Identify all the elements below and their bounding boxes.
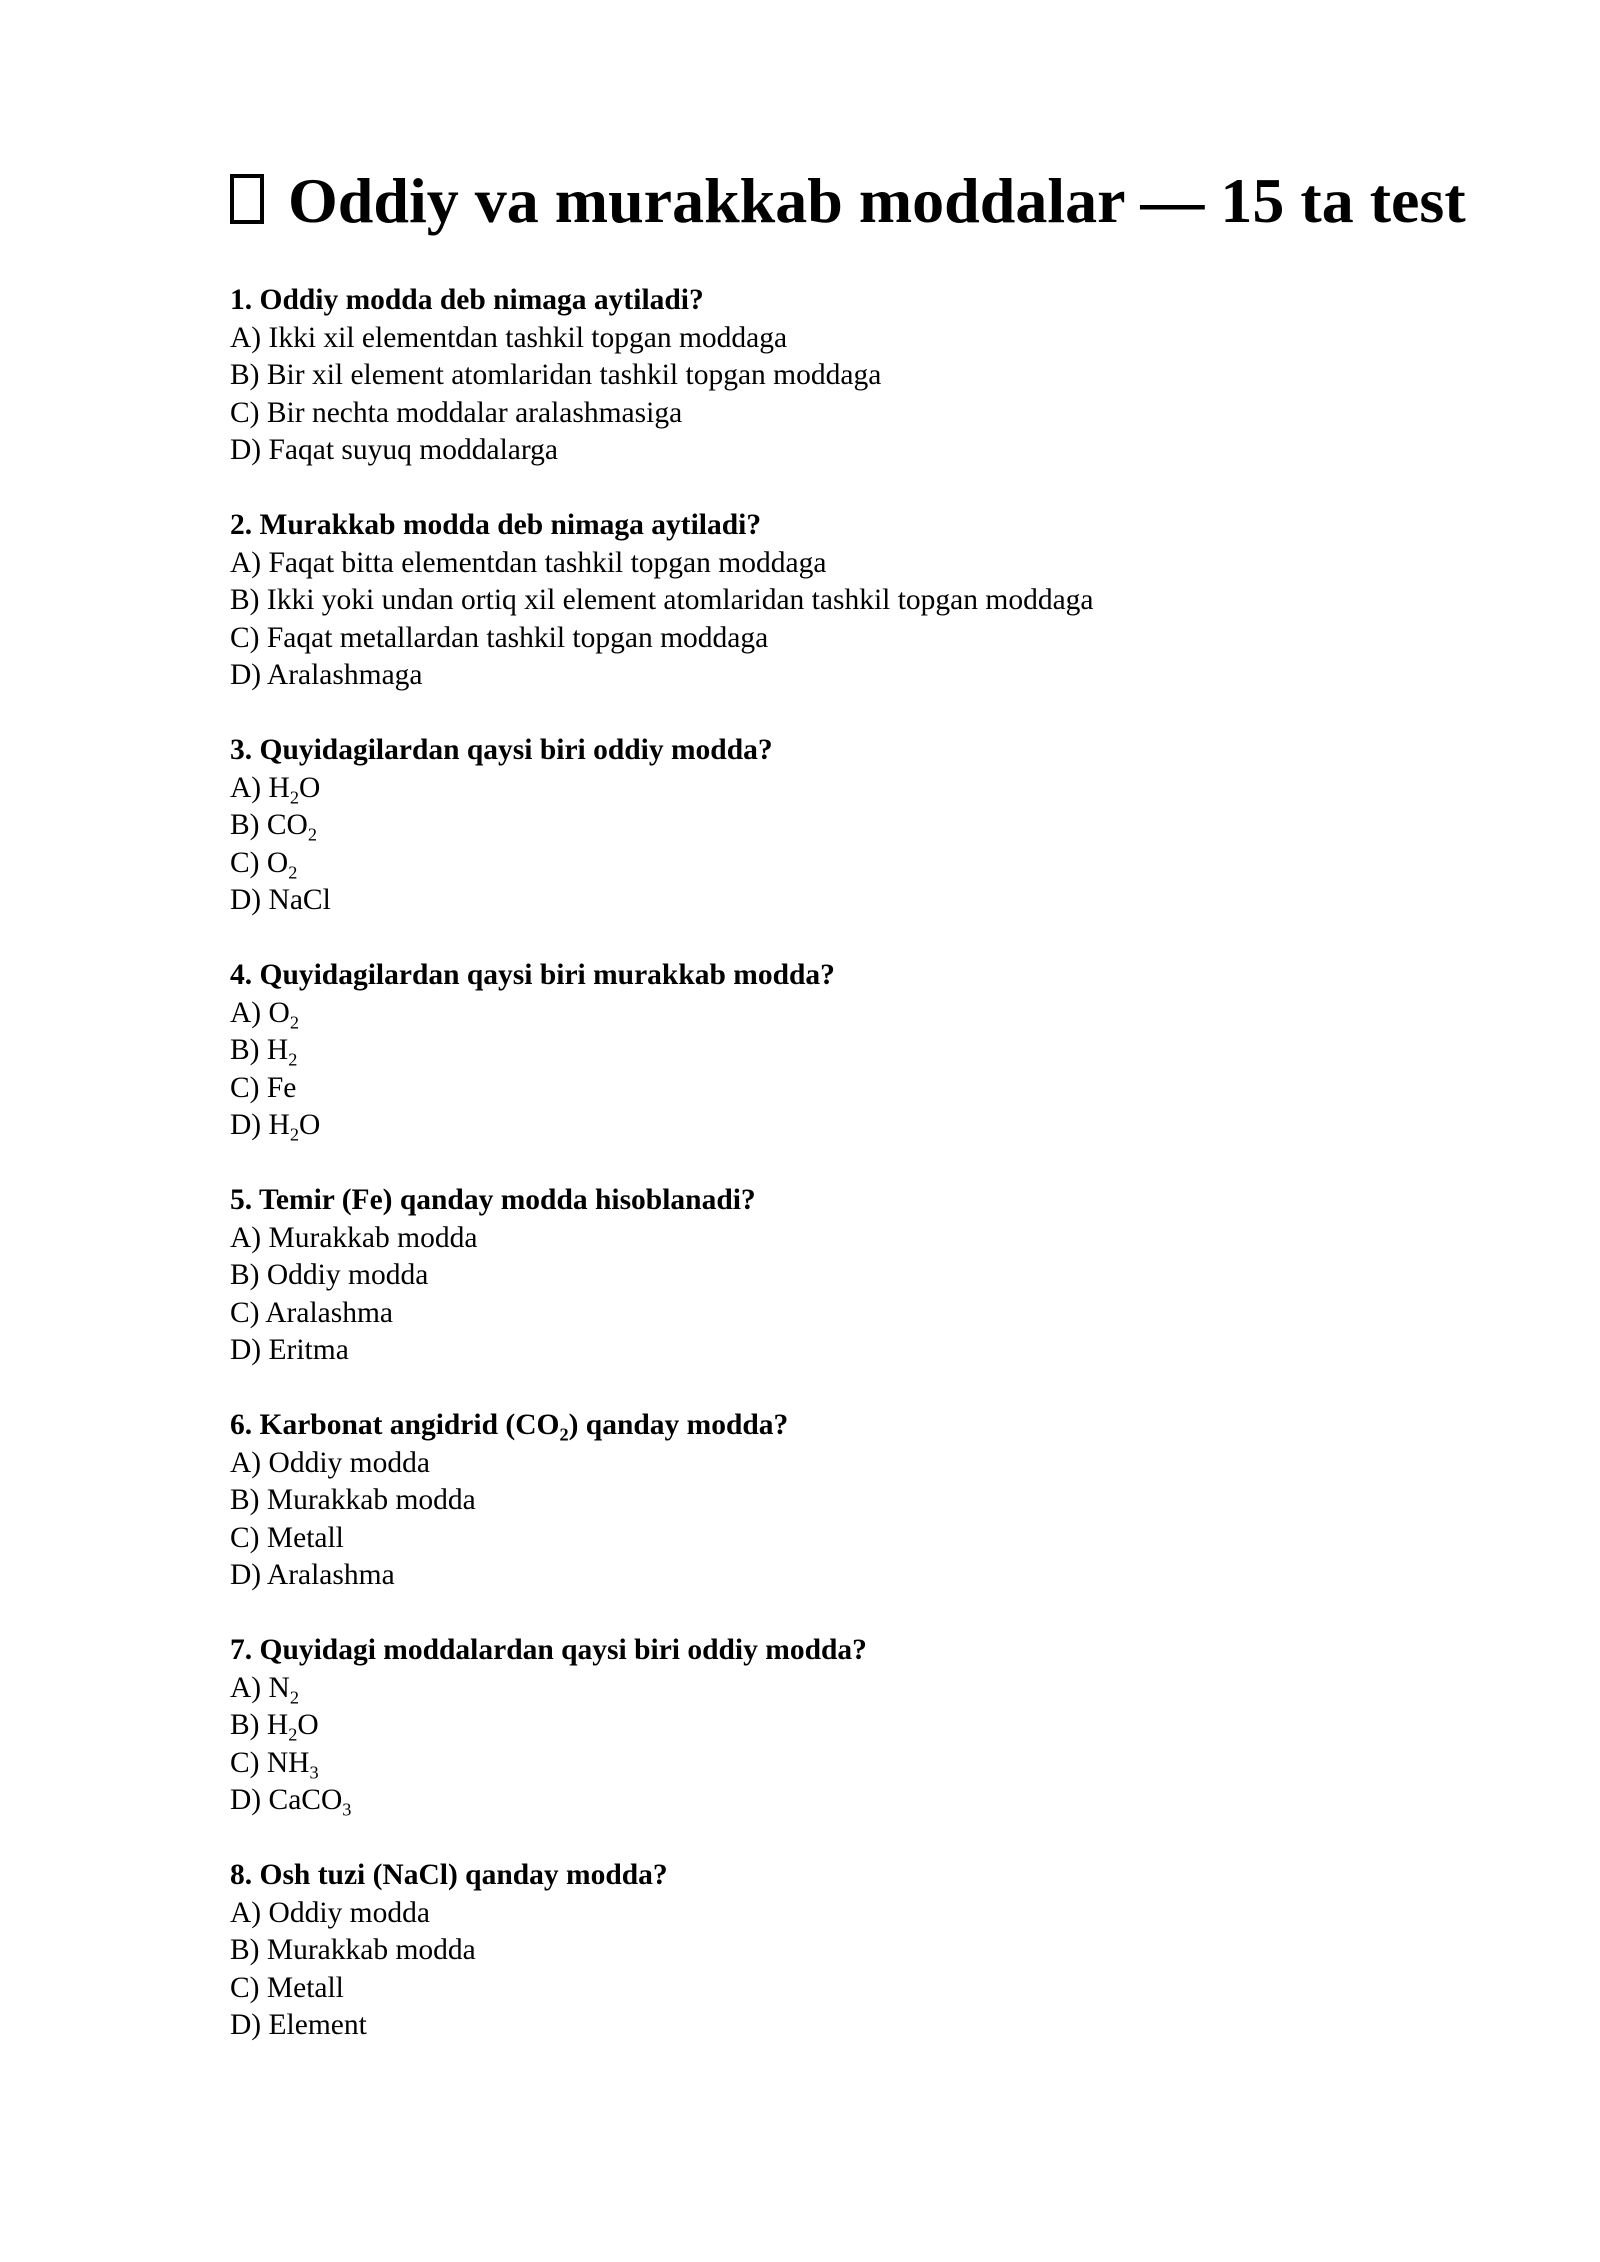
answer-option [230,432,1530,470]
question-block [230,1632,1530,1820]
answer-option [230,770,1530,808]
option-letter: B) [230,1034,260,1066]
option-letter: C) [230,1746,260,1779]
subscript-text: 3 [342,1799,352,1820]
option-letter: A) [230,1221,262,1254]
option-letter: A) [230,546,262,579]
answer-option [230,1445,1530,1483]
option-text: H [268,771,290,804]
missing-glyph-icon [230,174,264,224]
option-text: CaCO [268,1784,343,1816]
option-text: H [266,1034,289,1066]
answer-option [230,657,1530,695]
question-text: 8. Osh tuzi (NaCl) qanday modda? [230,1859,668,1891]
option-text: Ikki yoki undan ortiq xil element atomlaridan tashkil topgan moddaga [266,584,1094,616]
question-text: 2. Murakkab modda deb nimaga aytiladi? [230,509,762,541]
page-title-text: Oddiy va murakkab moddalar — 15 ta test [288,165,1466,236]
option-letter: D) [230,1109,262,1141]
option-letter: D) [230,434,262,466]
answer-option [230,545,1530,583]
option-letter: D) [230,659,262,691]
subscript-text: 2 [307,824,317,845]
option-text: Aralashma [266,1559,395,1591]
option-text: O [266,846,289,879]
option-text: O [268,996,290,1029]
answer-option [230,1745,1530,1783]
option-letter: D) [230,1334,262,1366]
option-letter: B) [230,1709,260,1741]
option-text: NaCl [268,884,331,916]
option-text: Faqat metallardan tashkil topgan moddaga [266,621,769,654]
answer-option [230,1220,1530,1258]
option-letter: B) [230,584,260,616]
option-text: H [266,1709,289,1741]
option-text: Oddiy modda [268,1446,430,1479]
question-block [230,1857,1530,2045]
question-block [230,732,1530,920]
question-list [230,282,1530,2045]
option-letter: C) [230,846,260,879]
option-letter: B) [230,1934,260,1966]
answer-option [230,995,1530,1033]
answer-option [230,1032,1530,1070]
question-text: 1. Oddiy modda deb nimaga aytiladi? [230,284,704,316]
answer-option [230,1107,1530,1145]
answer-option [230,1782,1530,1820]
answer-option [230,1970,1530,2008]
option-letter: C) [230,1971,260,2004]
question-text: 7. Quyidagi moddalardan qaysi biri oddiy modda? [230,1634,867,1666]
option-letter: C) [230,1296,260,1329]
answer-option [230,1070,1530,1108]
answer-option [230,1295,1530,1333]
question-text: 5. Temir (Fe) qanday modda hisoblanadi? [230,1184,756,1216]
option-text: Ikki xil elementdan tashkil topgan moddaga [268,321,788,354]
option-letter: D) [230,884,262,916]
subscript-text: 2 [289,1124,299,1145]
option-text: O [297,1709,319,1741]
subscript-text: 2 [288,1724,298,1745]
option-text: Aralashma [265,1296,394,1329]
answer-option [230,1520,1530,1558]
option-letter: B) [230,809,260,841]
subscript-text: 2 [288,861,298,882]
page-title [230,162,1530,240]
option-letter: C) [230,1071,260,1104]
answer-option [230,1895,1530,1933]
option-text: Oddiy modda [266,1259,429,1291]
subscript-text: 3 [309,1761,319,1782]
option-letter: A) [230,1671,262,1704]
question-text-part: 6. Karbonat angidrid (CO [230,1409,560,1441]
option-text: NH [266,1746,310,1779]
answer-option [230,1932,1530,1970]
answer-option [230,845,1530,883]
option-letter: C) [230,396,260,429]
answer-option [230,1332,1530,1370]
question-block [230,282,1530,470]
option-text: Bir xil element atomlaridan tashkil topgan moddaga [266,359,882,391]
option-letter: A) [230,771,262,804]
answer-option [230,882,1530,920]
option-text: Aralashmaga [266,659,423,691]
question-text: 4. Quyidagilardan qaysi biri murakkab modda? [230,959,835,991]
option-letter: D) [230,2009,262,2041]
option-text: Oddiy modda [268,1896,430,1929]
option-text: Metall [266,1521,344,1554]
subscript-text: 2 [289,1011,299,1032]
question-text [230,1407,1530,1445]
answer-option [230,620,1530,658]
answer-option [230,807,1530,845]
answer-option [230,1257,1530,1295]
option-text: Element [268,2009,367,2041]
answer-option [230,357,1530,395]
option-text: H [268,1109,290,1141]
option-text: Eritma [268,1334,349,1366]
option-text: Fe [266,1071,297,1104]
answer-option [230,1670,1530,1708]
answer-option [230,1557,1530,1595]
option-letter: A) [230,996,262,1029]
option-letter: A) [230,1896,262,1929]
answer-option [230,1707,1530,1745]
subscript-text: 2 [289,786,299,807]
option-letter: A) [230,321,262,354]
option-letter: C) [230,1521,260,1554]
answer-option [230,320,1530,358]
answer-option [230,1482,1530,1520]
option-text: CO [266,809,308,841]
option-letter: C) [230,621,260,654]
option-letter: B) [230,1259,260,1291]
answer-option [230,2007,1530,2045]
question-text: 3. Quyidagilardan qaysi biri oddiy modda? [230,734,773,766]
option-letter: D) [230,1784,262,1816]
option-text: O [298,1109,321,1141]
subscript-text: 2 [289,1686,299,1707]
option-letter: B) [230,359,260,391]
option-text: Metall [266,1971,344,2004]
option-text: Bir nechta moddalar aralashmasiga [266,396,683,429]
subscript-text: 2 [288,1049,298,1070]
option-letter: D) [230,1559,262,1591]
option-text: O [298,771,321,804]
answer-option [230,582,1530,620]
option-letter: A) [230,1446,262,1479]
question-text-part: ) qanday modda? [568,1409,789,1441]
question-block [230,1407,1530,1595]
option-text: Murakkab modda [266,1934,476,1966]
question-block [230,1182,1530,1370]
option-letter: B) [230,1484,260,1516]
question-block [230,957,1530,1145]
option-text: Faqat suyuq moddalarga [268,434,558,466]
option-text: N [268,1671,290,1704]
subscript-text: 2 [559,1424,569,1445]
option-text: Faqat bitta elementdan tashkil topgan moddaga [268,546,827,579]
option-text: Murakkab modda [266,1484,476,1516]
option-text: Murakkab modda [268,1221,478,1254]
question-block [230,507,1530,695]
answer-option [230,395,1530,433]
document-content [230,162,1530,2082]
